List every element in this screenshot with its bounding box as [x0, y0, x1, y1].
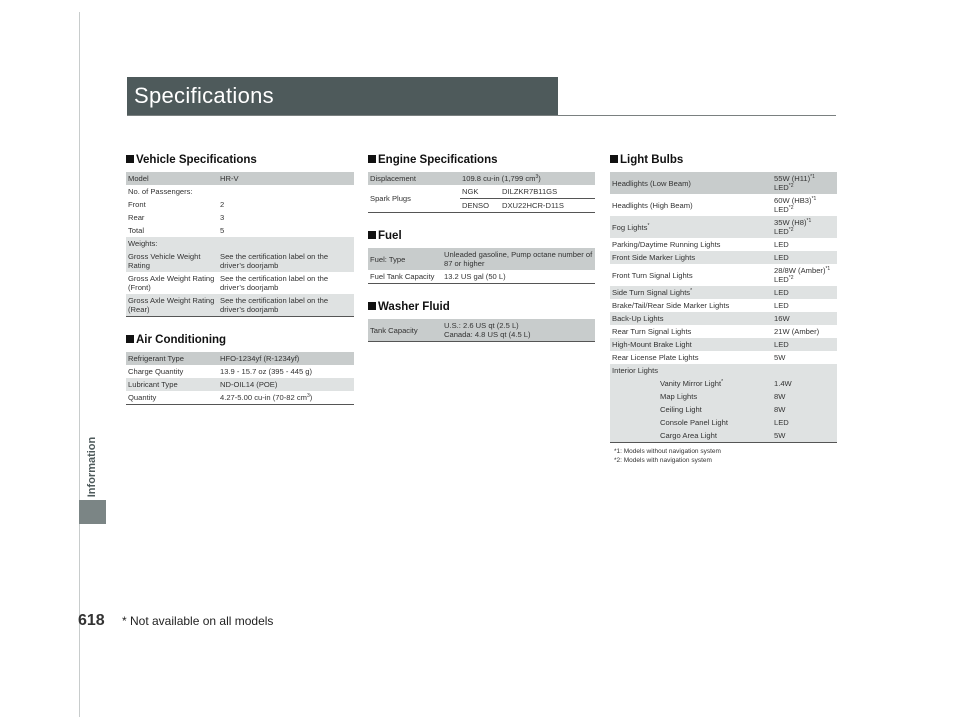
table-row: DENSO DXU22HCR-D11S: [368, 199, 595, 213]
fuel-heading: Fuel: [368, 229, 595, 244]
table-row: Lubricant Type ND-OIL14 (POE): [126, 378, 354, 391]
column-right: [610, 153, 837, 465]
table-row: Vanity Mirror Light* 1.4W: [610, 377, 837, 390]
page-title: Specifications: [134, 83, 274, 108]
table-row: Fuel Tank Capacity 13.2 US gal (50 L): [368, 270, 595, 284]
footnote-1: *1: Models without navigation system: [614, 448, 721, 455]
footnotes: [610, 447, 837, 465]
light-bulbs-table: [610, 172, 837, 443]
table-row: Tank Capacity U.S.: 2.6 US qt (2.5 L) Canada: 4.8 US qt (4.5 L): [368, 319, 595, 342]
washer-fluid-heading: Washer Fluid: [368, 300, 595, 315]
table-row: Quantity 4.27-5.00 cu-in (70-82 $cm^3$): [126, 391, 354, 405]
table-row: Fuel: Type Unleaded gasoline, Pump octane number of 87 or higher: [368, 248, 595, 270]
table-row: Ceiling Light 8W: [610, 403, 837, 416]
table-row: Total 5: [128, 226, 225, 235]
section-tab: [79, 500, 106, 524]
table-row: Gross Vehicle Weight Rating See the certification label on the driver’s doorjamb: [126, 250, 354, 272]
table-row: Front Turn Signal Lights 28/8W (Amber)$^{*1}$ LED$^{*2}$: [612, 266, 831, 284]
table-row: Back-Up Lights 16W: [610, 312, 837, 325]
table-row: Front 2: [128, 200, 225, 209]
vehicle-specs-table: [126, 172, 354, 317]
air-conditioning-table: [126, 352, 354, 405]
light-bulbs-heading: Light Bulbs: [610, 153, 837, 168]
column-middle: [368, 153, 595, 342]
engine-specs-heading: Engine Specifications: [368, 153, 595, 168]
page-number: 618: [78, 612, 105, 629]
table-row: Map Lights 8W: [610, 390, 837, 403]
table-row: High-Mount Brake Light LED: [610, 338, 837, 351]
table-row: Rear Turn Signal Lights 21W (Amber): [612, 327, 820, 336]
table-row: Spark Plugs NGK DILZKR7B11GS: [368, 185, 595, 199]
engine-specs-table: [368, 172, 595, 213]
washer-fluid-table: [368, 319, 595, 342]
table-row: Displacement 109.8 cu-in (1,799 $cm^3$): [368, 172, 595, 185]
table-row: Rear 3: [128, 213, 225, 222]
square-bullet-icon: [126, 155, 134, 163]
vehicle-specs-heading: Vehicle Specifications: [126, 153, 354, 168]
table-row: Gross Axle Weight Rating (Front) See the certification label on the driver’s doorjamb: [128, 274, 329, 292]
table-row: Charge Quantity 13.9 - 15.7 oz (395 - 445 g): [128, 367, 313, 376]
table-row: Parking/Daytime Running Lights LED: [612, 240, 789, 249]
table-row: Front Side Marker Lights LED: [610, 251, 837, 264]
square-bullet-icon: [126, 335, 134, 343]
table-row: Rear License Plate Lights 5W: [612, 353, 786, 362]
fuel-table: [368, 248, 595, 284]
table-row: Headlights (Low Beam) 55W $(H11)^{*1}$ LED$^{*2}$: [610, 172, 837, 194]
table-row: Gross Axle Weight Rating (Rear) See the certification label on the driver’s doorjamb: [126, 294, 354, 317]
title-rule: [127, 115, 836, 116]
table-row: Side Turn Signal Lights* LED: [610, 286, 837, 299]
square-bullet-icon: [610, 155, 618, 163]
table-row: Model HR-V: [126, 172, 354, 185]
table-row: Refrigerant Type HFO-1234yf (R-1234yf): [126, 352, 354, 365]
title-banner: [127, 77, 558, 115]
table-row: Interior Lights: [610, 364, 837, 377]
table-row: Fog Lights* 35W $(H8)^{*1}$ LED$^{*2}$: [610, 216, 837, 238]
column-left: [126, 153, 354, 405]
footer-note: * Not available on all models: [122, 614, 274, 628]
square-bullet-icon: [368, 231, 376, 239]
air-conditioning-heading: Air Conditioning: [126, 333, 354, 348]
square-bullet-icon: [368, 302, 376, 310]
table-row: Console Panel Light LED: [610, 416, 837, 429]
table-row: No. of Passengers:: [128, 187, 193, 196]
table-row: Weights:: [126, 237, 354, 250]
table-row: Headlights (High Beam) 60W $(HB3)^{*1}$ LED$^{*2}$: [612, 196, 817, 214]
square-bullet-icon: [368, 155, 376, 163]
footnote-2: *2: Models with navigation system: [614, 457, 712, 464]
section-label: Information: [86, 436, 98, 498]
table-row: Brake/Tail/Rear Side Marker Lights LED: [612, 301, 789, 310]
table-row: Cargo Area Light 5W: [610, 429, 837, 443]
